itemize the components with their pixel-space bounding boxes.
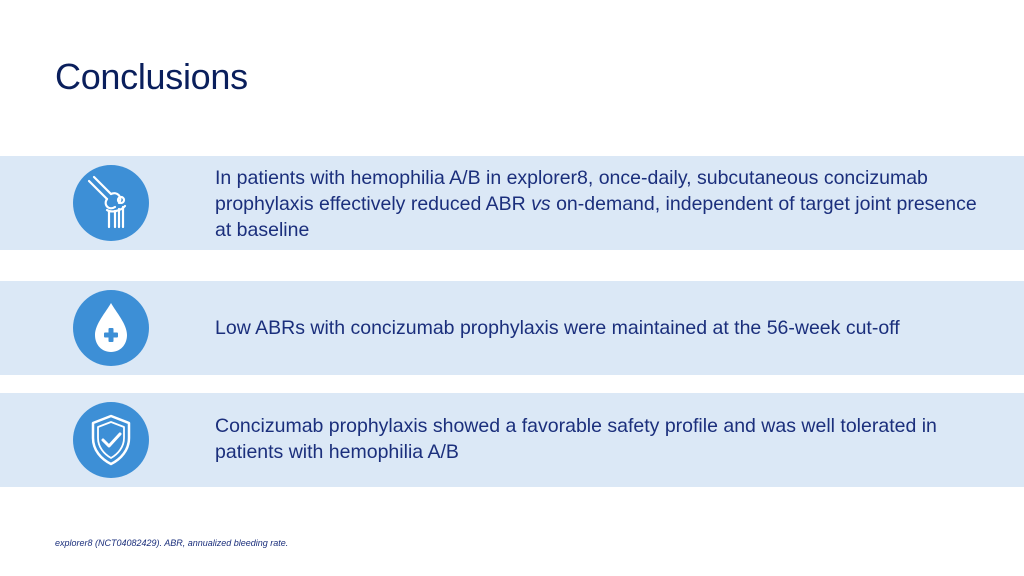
conclusion-text-3: Concizumab prophylaxis showed a favorable safety profile and was well tolerated in patients with hemophilia A/B bbox=[215, 415, 937, 463]
conclusion-band-1 bbox=[0, 156, 1024, 250]
blood-drop-plus-icon bbox=[73, 290, 149, 366]
conclusion-text-1-part-b: on-demand, independent of target joint presence at baseline bbox=[215, 193, 977, 241]
conclusion-text-2: Low ABRs with concizumab prophylaxis were maintained at the 56-week cut-off bbox=[215, 317, 900, 339]
conclusion-icon-circle-2 bbox=[73, 290, 149, 366]
conclusion-text-1-part-a: In patients with hemophilia A/B in explorer8, once-daily, subcutaneous concizumab prophylaxis effectively reduced ABR bbox=[215, 167, 928, 215]
conclusion-band-3 bbox=[0, 393, 1024, 487]
conclusion-icon-circle-3 bbox=[73, 402, 149, 478]
conclusion-band-2 bbox=[0, 281, 1024, 375]
page-title: Conclusions bbox=[55, 56, 248, 97]
conclusion-icon-circle-1 bbox=[73, 165, 149, 241]
knee-joint-icon bbox=[73, 165, 149, 241]
conclusion-text-1-italic: vs bbox=[531, 193, 551, 215]
footnote: explorer8 (NCT04082429). ABR, annualized bleeding rate. bbox=[55, 538, 289, 548]
shield-check-icon bbox=[73, 402, 149, 478]
conclusion-text-1 bbox=[215, 165, 984, 243]
